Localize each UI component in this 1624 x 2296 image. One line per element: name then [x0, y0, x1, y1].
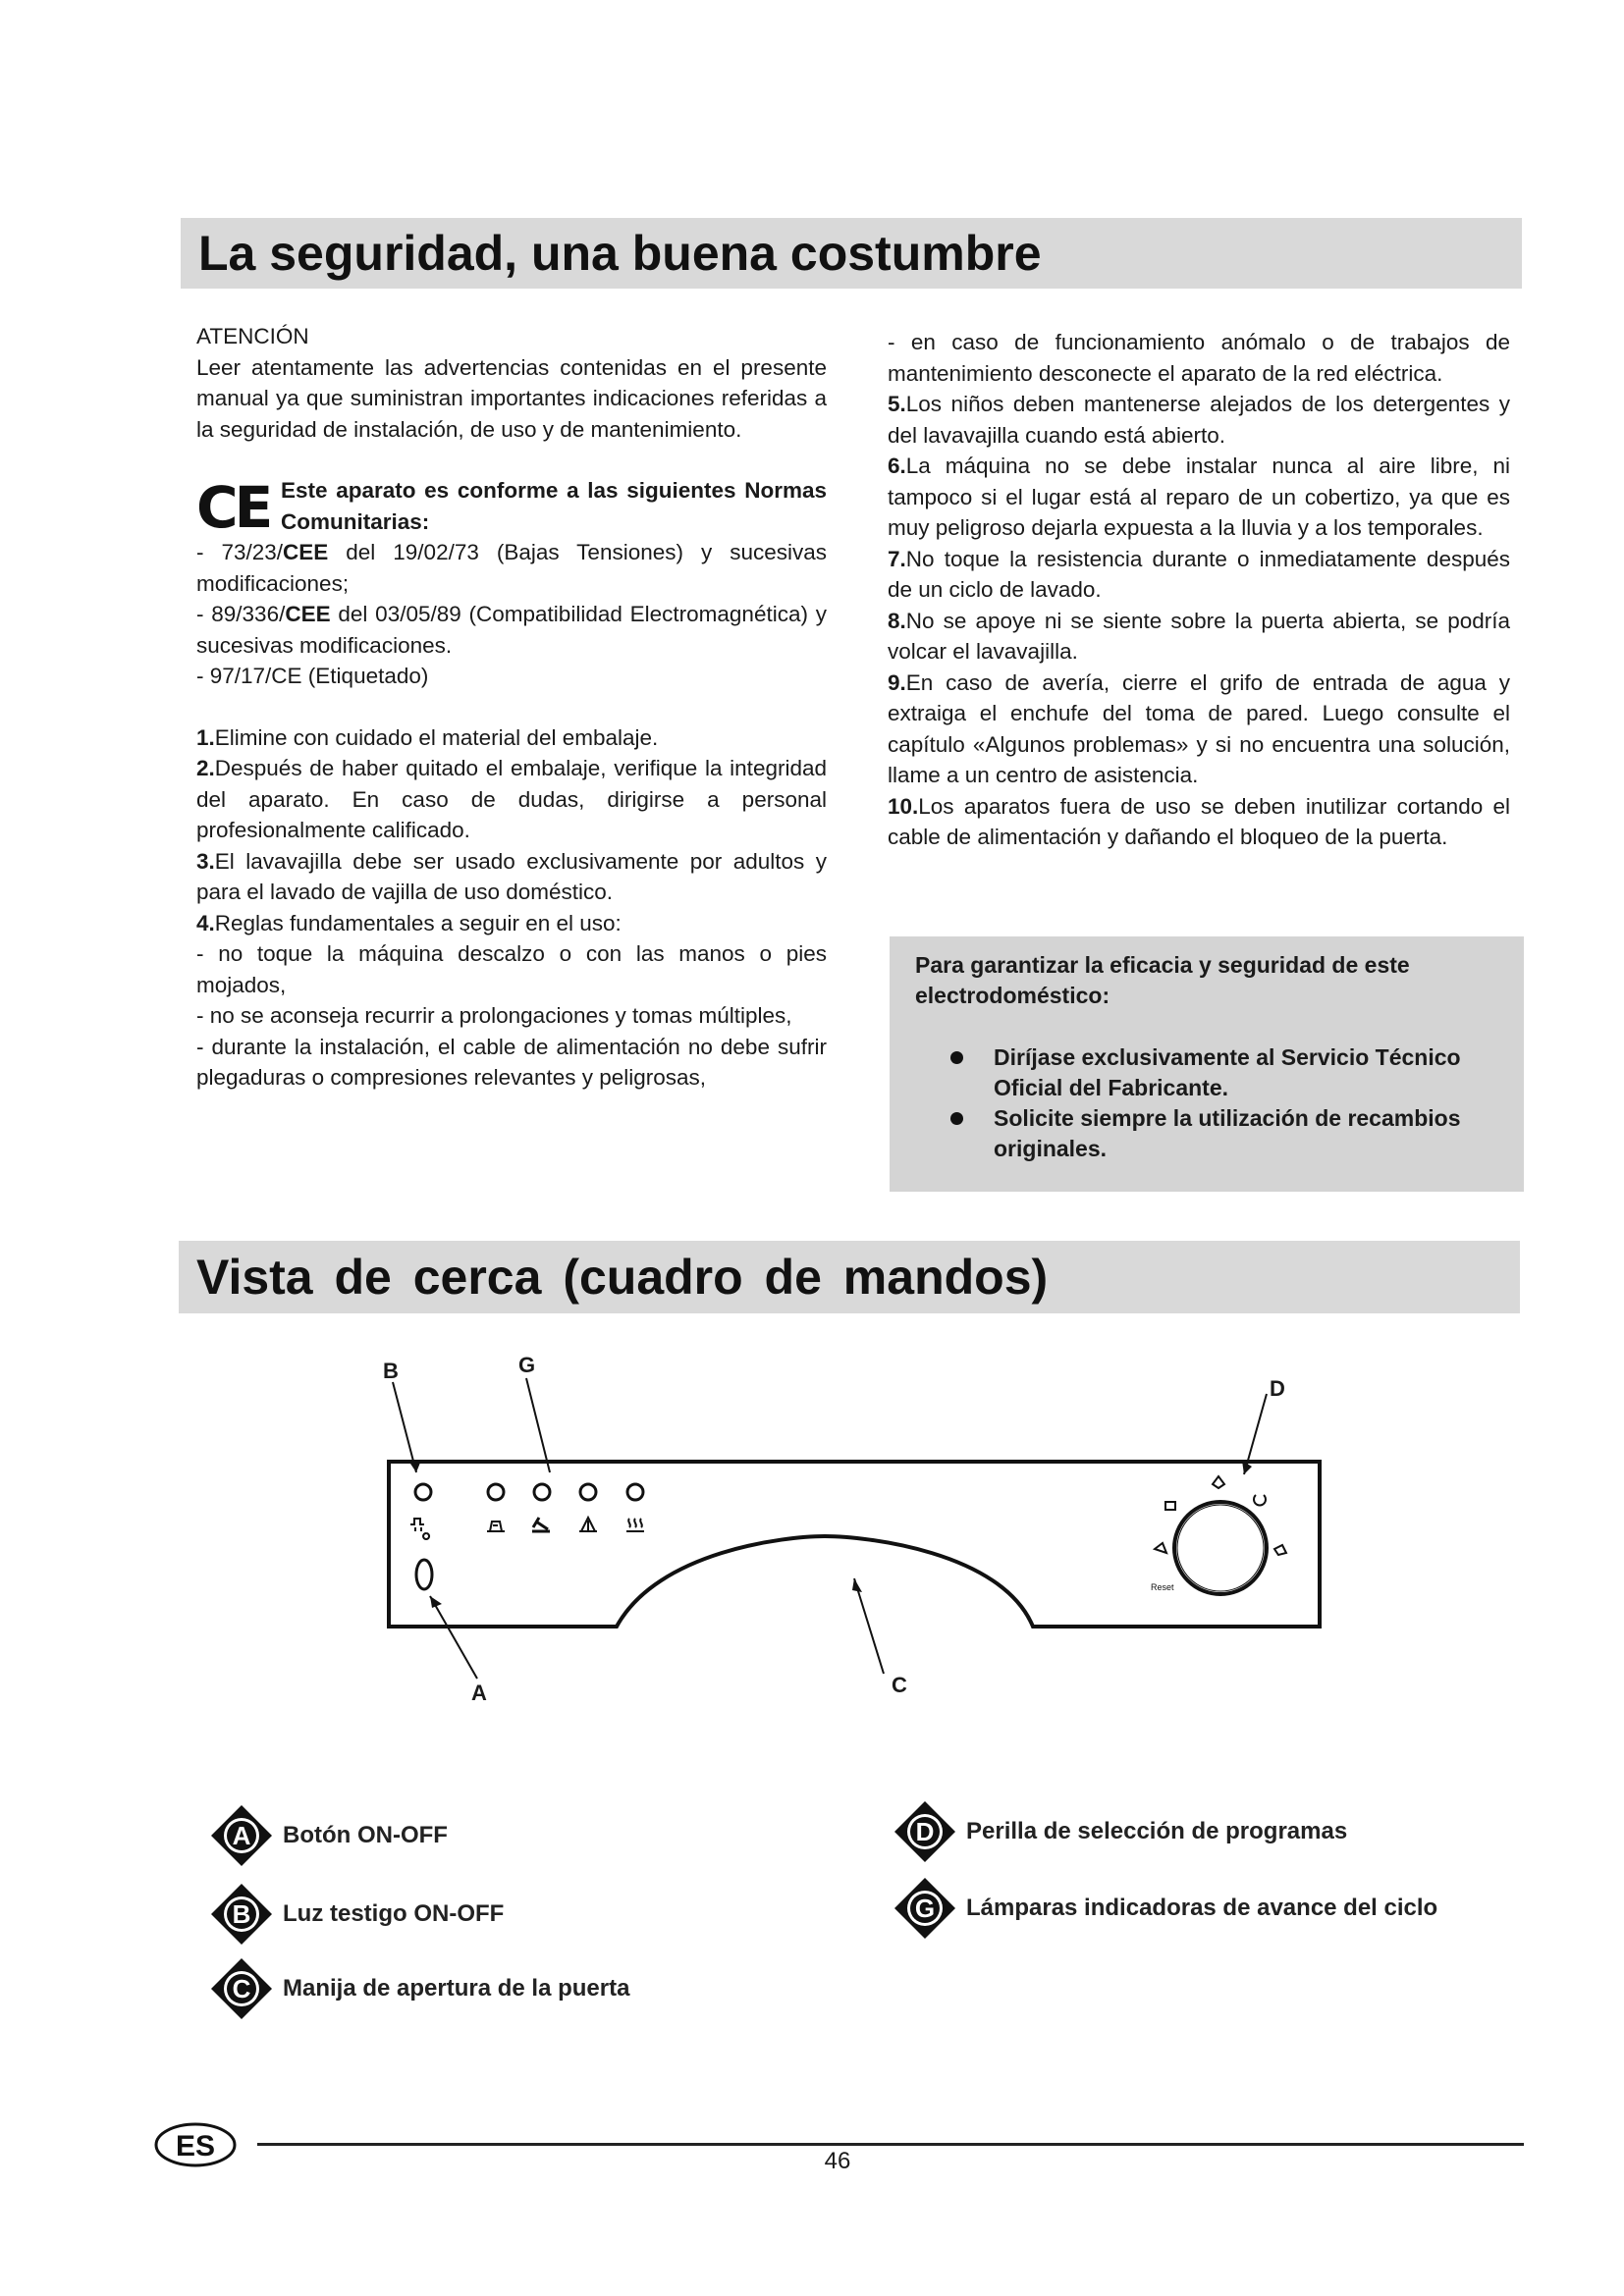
- diagram-label-g: G: [518, 1353, 536, 1377]
- bullet-icon: [950, 1051, 963, 1064]
- program-dial[interactable]: [1174, 1502, 1267, 1594]
- leader-line-c: [854, 1578, 884, 1674]
- safety-item: 8.No se apoye ni se siente sobre la puerta abierta, se podría volcar el lavavajilla.: [888, 608, 1510, 664]
- norm-item: - 97/17/CE (Etiquetado): [196, 664, 429, 688]
- svg-text:D: D: [915, 1817, 935, 1846]
- safety-item: 5.Los niños deben mantenerse alejados de los detergentes y del lavavajilla cuando está abierto.: [888, 392, 1510, 448]
- diagram-label-c: C: [892, 1673, 907, 1697]
- bullet-icon: [950, 1112, 963, 1125]
- ce-conformity: [196, 474, 827, 541]
- usage-rule: - no toque la máquina descalzo o con las manos o pies mojados,: [196, 941, 827, 997]
- section-title-control-panel: Vista de cerca (cuadro de mandos): [196, 1250, 1049, 1305]
- footer-rule: [257, 2143, 1524, 2146]
- control-panel-drawing: [353, 1345, 1335, 1718]
- legend-item-g: [893, 1877, 1437, 1940]
- leader-line-b: [393, 1382, 416, 1472]
- legend-item-d: [893, 1800, 1347, 1863]
- legend-text-d: Perilla de selección de programas: [966, 1818, 1348, 1844]
- ce-title: Este aparato es conforme a las siguientes Normas Comunitarias:: [281, 478, 827, 534]
- usage-rule: - no se aconseja recurrir a prolongaciones y tomas múltiples,: [196, 1003, 792, 1028]
- safety-item: 6.La máquina no se debe instalar nunca al aire libre, ni tampoco si el lugar está al reparo de un cobertizo, ya que es muy peligroso dejarla expuesta a la lluvia y a los temporales.: [888, 454, 1510, 540]
- safety-item: 1.Elimine con cuidado el material del embalaje.: [196, 724, 659, 750]
- letter-a-badge-icon: [210, 1804, 273, 1867]
- safety-left-column: [196, 321, 827, 1094]
- notice-bullet: Diríjase exclusivamente al Servicio Técnico Oficial del Fabricante.: [948, 1042, 1498, 1103]
- attention-intro: Leer atentamente las advertencias contenidas en el presente manual ya que suministran importantes indicaciones referidas a la seguridad de instalación, de uso y de mantenimiento.: [196, 354, 827, 442]
- norm-item: - 73/23/CEE del 19/02/73 (Bajas Tensiones) y sucesivas modificaciones;: [196, 540, 827, 596]
- notice-list: [948, 1042, 1498, 1164]
- usage-rule: - durante la instalación, el cable de alimentación no debe sufrir plegaduras o compresiones relevantes y peligrosas,: [196, 1034, 827, 1090]
- safety-item: 4.Reglas fundamentales a seguir en el uso:: [196, 910, 622, 935]
- diagram-label-a: A: [471, 1681, 487, 1705]
- legend-text-c: Manija de apertura de la puerta: [283, 1975, 630, 2002]
- safety-item: 2.Después de haber quitado el embalaje, verifique la integridad del aparato. En caso de dudas, dirigirse a personal profesionalmente calificado.: [196, 756, 827, 842]
- control-panel-diagram: [353, 1345, 1335, 1718]
- svg-text:B: B: [232, 1899, 251, 1929]
- letter-g-badge-icon: [893, 1877, 956, 1940]
- safety-item: 7.No toque la resistencia durante o inmediatamente después de un ciclo de lavado.: [888, 546, 1510, 602]
- legend-text-g: Lámparas indicadoras de avance del ciclo: [966, 1895, 1438, 1921]
- safety-item: 10.Los aparatos fuera de uso se deben inutilizar cortando el cable de alimentación y dañando el bloqueo de la puerta.: [888, 793, 1510, 849]
- legend-item-c: [210, 1957, 629, 2020]
- notice-bullet: Solicite siempre la utilización de recambios originales.: [948, 1103, 1498, 1164]
- norm-item: - 89/336/CEE del 03/05/89 (Compatibilidad Electromagnética) y sucesivas modificaciones.: [196, 602, 827, 658]
- dial-reset-label: Reset: [1151, 1582, 1174, 1592]
- attention-heading: ATENCIÓN: [196, 324, 309, 348]
- section-header-control-panel: [179, 1241, 1520, 1313]
- section-title-safety: La seguridad, una buena costumbre: [198, 226, 1042, 281]
- legend-text-a: Botón ON-OFF: [283, 1822, 448, 1848]
- letter-b-badge-icon: [210, 1883, 273, 1946]
- svg-text:G: G: [914, 1894, 936, 1923]
- letter-c-badge-icon: [210, 1957, 273, 2020]
- legend-text-b: Luz testigo ON-OFF: [283, 1900, 505, 1927]
- safety-item: 9.En caso de avería, cierre el grifo de entrada de agua y extraiga el enchufe del toma de pared. Luego consulte el capítulo «Algunos problemas» y si no encuentra una solución, llame a un centro de asistencia.: [888, 669, 1510, 787]
- page-number: 46: [824, 2148, 851, 2174]
- letter-d-badge-icon: [893, 1800, 956, 1863]
- legend-item-a: [210, 1804, 448, 1867]
- svg-text:A: A: [232, 1821, 251, 1850]
- section-header-safety: [181, 218, 1522, 289]
- safety-item: 3.El lavavajilla debe ser usado exclusivamente por adultos y para el lavado de vajilla de uso doméstico.: [196, 848, 827, 904]
- ce-mark-icon: CE: [196, 474, 270, 541]
- arrowhead: [852, 1578, 862, 1592]
- leader-line-g: [526, 1378, 550, 1472]
- language-badge-icon: [153, 2121, 238, 2168]
- notice-box: [890, 936, 1524, 1192]
- diagram-label-d: D: [1270, 1376, 1285, 1401]
- notice-title: Para garantizar la eficacia y seguridad de este electrodoméstico:: [915, 952, 1410, 1008]
- legend-item-b: [210, 1883, 504, 1946]
- diagram-label-b: B: [383, 1359, 399, 1383]
- safety-right-column: [888, 327, 1510, 853]
- language-badge-text: ES: [175, 2130, 216, 2163]
- svg-text:C: C: [232, 1974, 251, 2003]
- usage-rule: - en caso de funcionamiento anómalo o de trabajos de mantenimiento desconecte el aparato de la red eléctrica.: [888, 330, 1510, 386]
